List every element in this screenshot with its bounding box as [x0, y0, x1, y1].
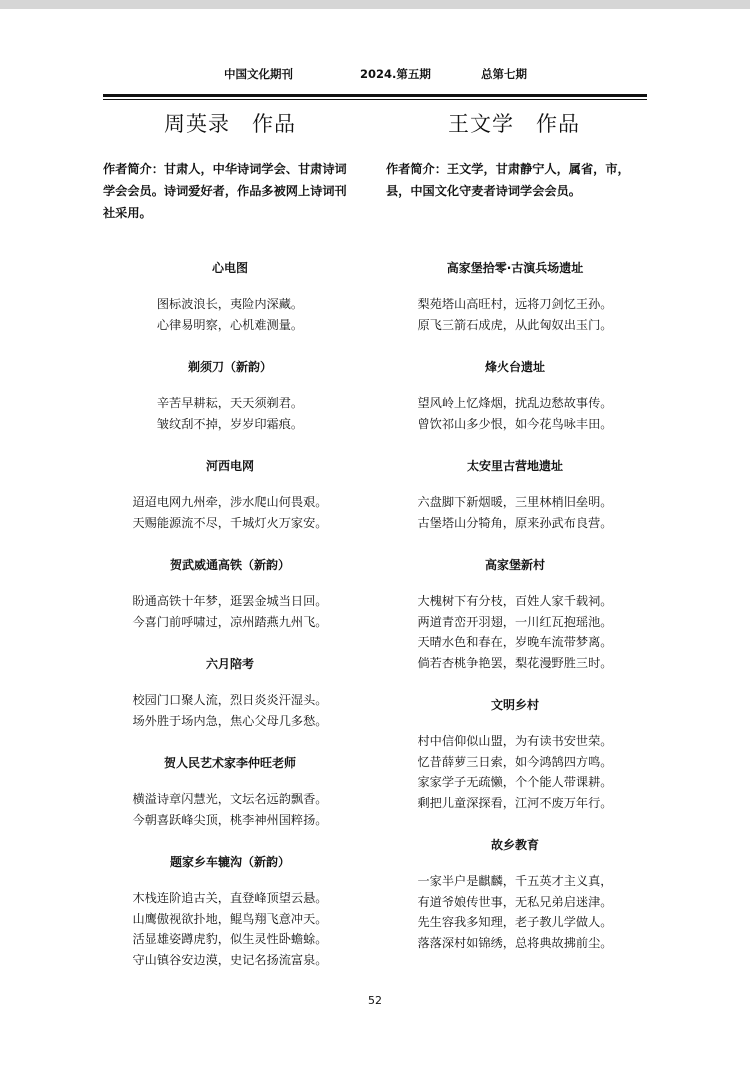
poem-line: 今喜门前呼啸过，凉州踏燕九州飞。: [132, 614, 328, 629]
poem-title: 太安里古营地遗址: [466, 459, 563, 473]
poem-title: 六月陪考: [205, 657, 254, 671]
poem-line: 先生容我多知理，老子教儿学做人。: [417, 915, 613, 929]
poem: [110, 753, 350, 830]
bio-line: 作者简介：王文学，甘肃静宁人，属省，市，: [386, 162, 630, 176]
poem: [110, 654, 350, 731]
poem-line: 落落深村如锦绣，总将典故拂前尘。: [417, 935, 613, 950]
total-issue-label: 总第七期: [481, 67, 527, 81]
poem-line: 横溢诗章闪慧光，文坛名远韵飘香。: [132, 792, 328, 806]
bio-line: 社采用。: [103, 206, 152, 220]
poem: [385, 555, 645, 673]
poem: [385, 357, 645, 434]
poem-line: 木栈连阶追古关，直登峰顶望云悬。: [132, 891, 328, 905]
poem-line: 活显雄姿蹲虎豹，似生灵性卧蟾蜍。: [132, 932, 328, 946]
poem-line: 校园门口聚人流，烈日炎炎汗湿头。: [132, 693, 328, 707]
poem: [110, 852, 350, 970]
poem-line: 村中信仰似山盟，为有读书安世荣。: [417, 734, 613, 748]
poem-line: 一家半户是麒麟，千五英才主义真，: [417, 874, 613, 888]
poem-line: 辛苦早耕耘，天天须剃君。: [156, 396, 304, 410]
journal-name: 中国文化期刊: [224, 67, 293, 81]
poem: [385, 456, 645, 533]
poem: [110, 357, 350, 434]
bio-line: 作者简介：甘肃人，中华诗词学会、甘肃诗词: [103, 162, 347, 176]
poem-title: 烽火台遗址: [484, 360, 545, 374]
poem-title: 高家堡新村: [484, 558, 545, 572]
poem-line: 皱纹刮不掉，岁岁印霜痕。: [156, 416, 304, 431]
poem-line: 图标波浪长，夷险内深藏。: [156, 297, 304, 311]
poem-title: 故乡教育: [490, 838, 539, 852]
poem-title: 文明乡村: [490, 698, 539, 712]
poem-line: 两道青峦开羽翅，一川红瓦抱瑶池。: [417, 614, 613, 629]
issue-label: 2024.第五期: [360, 67, 431, 81]
poem-line: 家家学子无疏懒，个个能人带课耕。: [417, 775, 613, 789]
poem-title: 贺武威通高铁（新韵）: [169, 558, 290, 572]
right-author-bio: [386, 158, 648, 202]
poem-title: 题家乡车辘沟（新韵）: [169, 855, 290, 869]
poem: [385, 258, 645, 335]
poem: [110, 258, 350, 335]
poem-line: 望风岭上忆烽烟，扰乱边愁故事传。: [417, 396, 613, 410]
poem-line: 场外胜于场内急，焦心父母几多愁。: [132, 713, 328, 728]
poem: [385, 835, 645, 953]
poem-line: 曾饮祁山多少恨，如今花鸟咏丰田。: [417, 416, 613, 431]
poem-title: 河西电网: [205, 459, 254, 473]
poem-line: 盼通高铁十年梦，逛罢金城当日回。: [132, 594, 328, 608]
poem-title: 剃须刀（新韵）: [187, 360, 272, 374]
right-poems-column: [385, 250, 645, 953]
poem-line: 天晴水色和春在，岁晚车流带梦离。: [417, 635, 613, 649]
poem: [110, 555, 350, 632]
poem-line: 今朝喜跃峰尖顶，桃李神州国粹扬。: [132, 812, 328, 827]
poem-line: 梨苑塔山高旺村，远将刀剑忆王孙。: [417, 297, 613, 311]
poem-line: 守山镇谷安边漠，史记名扬流富泉。: [132, 952, 328, 967]
poem-line: 剩把儿童深探看，江河不废万年行。: [417, 795, 613, 810]
poem-line: 古堡塔山分犄角，原来孙武布良营。: [417, 515, 613, 530]
poem-line: 有道爷娘传世事，无私兄弟启迷津。: [417, 894, 613, 909]
left-author-title: 周英录 作品: [164, 112, 296, 136]
right-author-title: 王文学 作品: [448, 112, 580, 136]
poem: [110, 456, 350, 533]
poem-line: 心律易明察，心机难测量。: [156, 317, 304, 332]
poem-line: 原飞三箭石成虎，从此匈奴出玉门。: [417, 317, 613, 332]
left-author-bio: [103, 158, 365, 224]
header-rule-thick: [103, 94, 647, 97]
left-poems-column: [110, 250, 350, 970]
poem-title: 心电图: [211, 261, 248, 275]
poem-line: 倘若杏桃争艳罢，梨花漫野胜三时。: [417, 655, 613, 670]
top-scroll-bar: [0, 0, 750, 9]
poem-line: 天赐能源流不尽，千城灯火万家安。: [132, 515, 328, 530]
poem-line: 大槐树下有分枝，百姓人家千载祠。: [417, 594, 613, 608]
bio-line: 学会会员。诗词爱好者，作品多被网上诗词刊: [103, 184, 347, 198]
poem: [385, 695, 645, 813]
poem-title: 贺人民艺术家李仲旺老师: [163, 756, 296, 770]
page-number: 52: [368, 994, 382, 1007]
poem-line: 六盘脚下新烟暖，三里林梢旧垒明。: [417, 495, 613, 509]
header-rule-thin: [103, 99, 647, 100]
bio-line: 县，中国文化守麦者诗词学会会员。: [386, 184, 581, 198]
poem-line: 山鹰傲视欲扑地，鲲鸟翔飞意冲天。: [132, 911, 328, 926]
poem-line: 迢迢电网九州牵，涉水爬山何畏艰。: [132, 495, 328, 509]
poem-line: 忆昔薛萝三日索，如今鸿鹄四方鸣。: [417, 754, 613, 769]
poem-title: 高家堡拾零·古演兵场遗址: [446, 261, 584, 275]
